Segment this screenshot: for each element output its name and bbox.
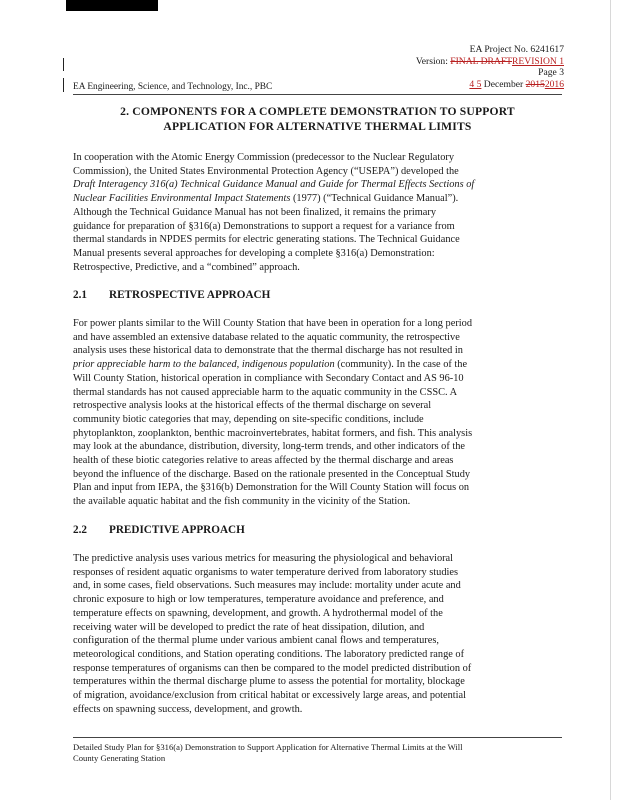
revision-bar xyxy=(63,78,64,92)
version-deleted: FINAL DRAFT xyxy=(450,55,513,67)
header-info xyxy=(416,44,564,90)
year-inserted: 2016 xyxy=(544,78,564,90)
retrospective-paragraph: For power plants similar to the Will County Station that have been in operation for a long period and have assembled an extensive database related to the aquatic community, the retrospective analysis uses these historical data to demonstrate that the thermal discharge has not resulted in prior appreciable harm to the balanced, indigenous population (community). In the case of the Will County Station, historical operation in compliance with Secondary Contact and AS 96-10 thermal standards has not caused appreciable harm to the aquatic community in the CSSC. A retrospective analysis looks at the historical effects of the thermal discharge on several community biotic categories that may, depending on site-specific conditions, include phytoplankton, zooplankton, benthic macroinvertebrates, habitat formers, and fish. This analysis may look at the abundance, distribution, diversity, long-term trends, and other indicators of the health of these biotic categories relative to areas affected by the thermal discharge and areas beyond the influence of the discharge. Based on the rationale presented in the Conceptual Study Plan and input from IEPA, the §316(b) Demonstration for the Will County Station will focus on the available aquatic habitat and the fish community in the vicinity of the Station. xyxy=(73,318,473,508)
company-name: EA Engineering, Science, and Technology, Inc., PBC xyxy=(73,82,273,92)
scan-artifact-bar xyxy=(66,0,158,11)
footer-rule xyxy=(73,737,562,738)
heading-retrospective: 2.1 RETROSPECTIVE APPROACH xyxy=(73,289,271,301)
date-line: 4 5 December 20152016 xyxy=(469,78,564,90)
version-line: Version: FINAL DRAFTREVISION 1 xyxy=(415,55,564,67)
year-deleted: 2015 xyxy=(525,78,545,90)
intro-paragraph: In cooperation with the Atomic Energy Commission (predecessor to the Nuclear Regulatory Commission), the United States Environmental Protection Agency (“USEPA”) developed the Draft Interagency 316(a) Technical Guidance Manual and Guide for Thermal Effects Sections of Nuclear Facilities Environmental Impact Statements (1977) (“Technical Guidance Manual”). Although the Technical Guidance Manual has not been finalized, it remains the primary guidance for preparation of §316(a) Demonstrations to support a request for a variance from thermal standards in NPDES permits for electric generating stations. The Technical Guidance Manual presents several approaches for developing a complete §316(a) Demonstration: Retrospective, Predictive, and a “combined” approach. xyxy=(73,152,475,273)
page-footer: Detailed Study Plan for §316(a) Demonstration to Support Application for Alternative Thermal Limits at the Will County Generating Station xyxy=(73,742,463,763)
project-number: EA Project No. 6241617 xyxy=(469,44,564,55)
date-mark: 4 5 xyxy=(469,78,482,90)
page-edge-line xyxy=(610,0,611,800)
revision-bar xyxy=(63,58,64,71)
version-inserted: REVISION 1 xyxy=(512,55,564,67)
predictive-paragraph: The predictive analysis uses various metrics for measuring the physiological and behavioral responses of resident aquatic organisms to water temperature derived from laboratory studies and, in some cases, field observations. Such measures may include: mortality under acute and chronic exposure to high or low temperatures, temperature avoidance and preference, and temperature effects on spawning, development, and growth. A hydrothermal model of the receiving water will be developed to predict the rate of heat dissipation, dilution, and configuration of the thermal plume under various ambient canal flows and temperatures, meteorological conditions, and Station operating conditions. The laboratory predicted range of response temperatures of organisms can then be compared to the model predicted distribution of temperatures within the thermal discharge plume to assess the potential for mortality, blockage of migration, avoidance/exclusion from critical habitat or excessively large areas, and potential effects on spawning success, development, and growth. xyxy=(73,553,472,715)
page-number: Page 3 xyxy=(538,67,564,79)
section-title: 2. COMPONENTS FOR A COMPLETE DEMONSTRATION TO SUPPORT APPLICATION FOR ALTERNATIVE THERMAL LIMITS xyxy=(120,105,515,133)
header-rule xyxy=(73,94,562,95)
heading-predictive: 2.2 PREDICTIVE APPROACH xyxy=(73,524,245,536)
